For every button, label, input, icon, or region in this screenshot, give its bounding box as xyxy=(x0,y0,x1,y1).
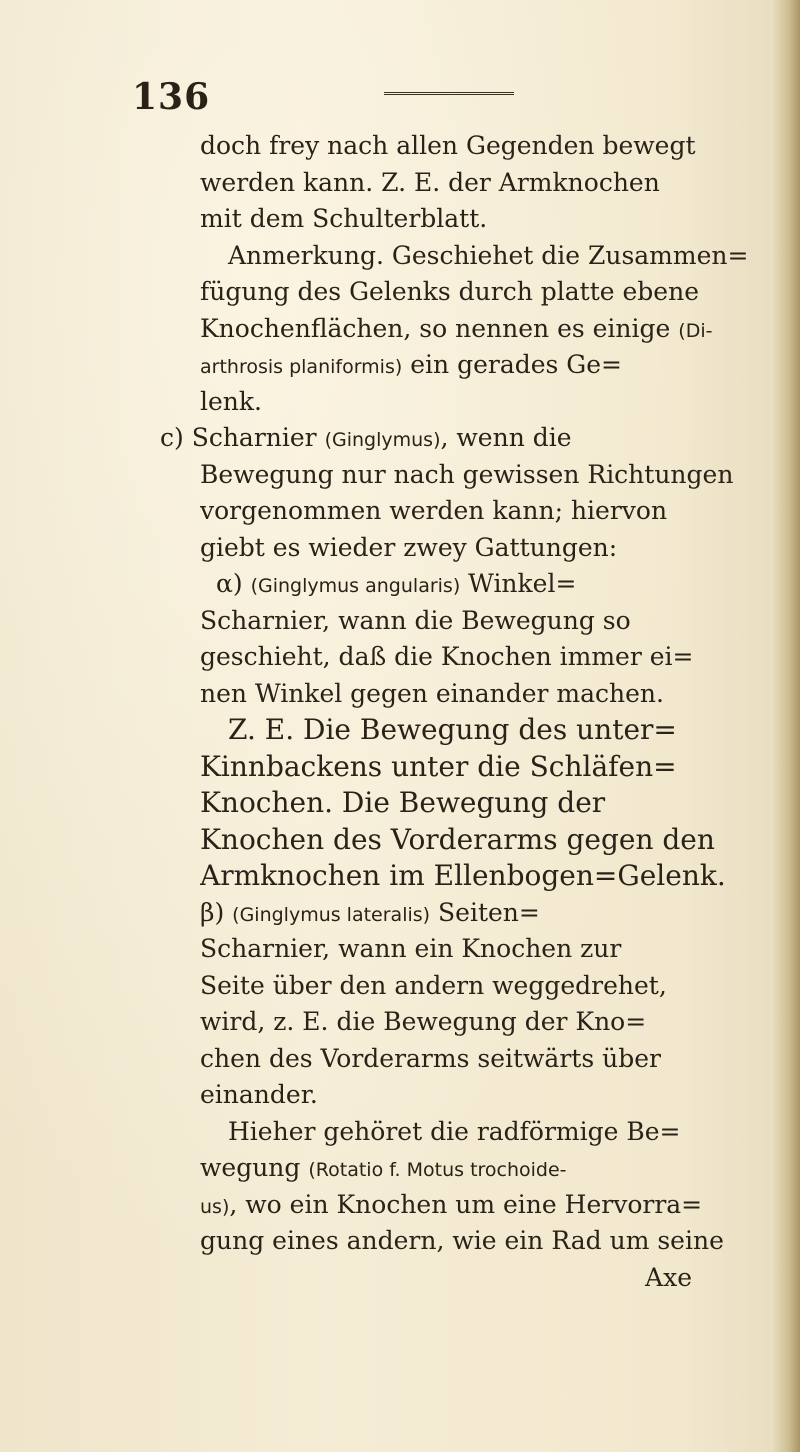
text-line: gung eines andern, wie ein Rad um seine xyxy=(200,1226,724,1255)
text-line: geschieht, daß die Knochen immer ei= xyxy=(200,642,694,671)
text-line: Hieher gehöret die radförmige Be= xyxy=(228,1116,681,1146)
text-line: lenk. xyxy=(200,386,262,416)
text-line: Scharnier, wann ein Knochen zur xyxy=(200,934,622,963)
text-line: Seite über den andern weggedrehet, xyxy=(200,970,667,1000)
text-line: giebt es wieder zwey Gattungen: xyxy=(200,532,618,562)
text-line: werden kann. Z. E. der Armknochen xyxy=(200,167,660,197)
page-number: 136 xyxy=(132,76,211,118)
text-line: wird, z. E. die Bewegung der Kno= xyxy=(200,1007,647,1036)
text-line: Bewegung nur nach gewissen Richtungen xyxy=(200,459,734,489)
text-line: Kinnbackens unter die Schläfen= xyxy=(200,749,677,783)
text-line: Z. E. Die Bewegung des unter= xyxy=(228,713,677,746)
text-line: vorgenommen werden kann; hiervon xyxy=(200,496,668,525)
text-line: wegung (Rotatio f. Motus trochoide- xyxy=(200,1153,567,1182)
text-line: us), wo ein Knochen um eine Hervorra= xyxy=(200,1189,703,1219)
body-text xyxy=(160,128,760,1296)
text-line: α) (Ginglymus angularis) Winkel= xyxy=(216,569,577,598)
text-line: Armknochen im Ellenbogen=Gelenk. xyxy=(200,859,726,892)
text-line: chen des Vorderarms seitwärts über xyxy=(200,1043,661,1073)
text-line: Knochen. Die Bewegung der xyxy=(200,786,606,819)
text-line: Anmerkung. Geschiehet die Zusammen= xyxy=(228,240,749,270)
text-line: Knochenflächen, so nennen es einige (Di- xyxy=(200,313,713,343)
header-rule xyxy=(384,92,514,95)
text-line: doch frey nach allen Gegenden bewegt xyxy=(200,131,696,160)
text-line: fügung des Gelenks durch platte ebene xyxy=(200,277,699,306)
text-line: einander. xyxy=(200,1080,318,1109)
page-edge-shadow xyxy=(772,0,800,1452)
text-line: mit dem Schulterblatt. xyxy=(200,204,488,233)
text-line: Knochen des Vorderarms gegen den xyxy=(200,822,715,856)
text-line: arthrosis planiformis) ein gerades Ge= xyxy=(200,350,623,379)
text-line: β) (Ginglymus lateralis) Seiten= xyxy=(200,897,540,927)
text-line: c) Scharnier (Ginglymus), wenn die xyxy=(160,423,572,452)
text-line: Scharnier, wann die Bewegung so xyxy=(200,605,631,635)
text-line: nen Winkel gegen einander machen. xyxy=(200,678,664,708)
catchword: Axe xyxy=(645,1262,692,1292)
